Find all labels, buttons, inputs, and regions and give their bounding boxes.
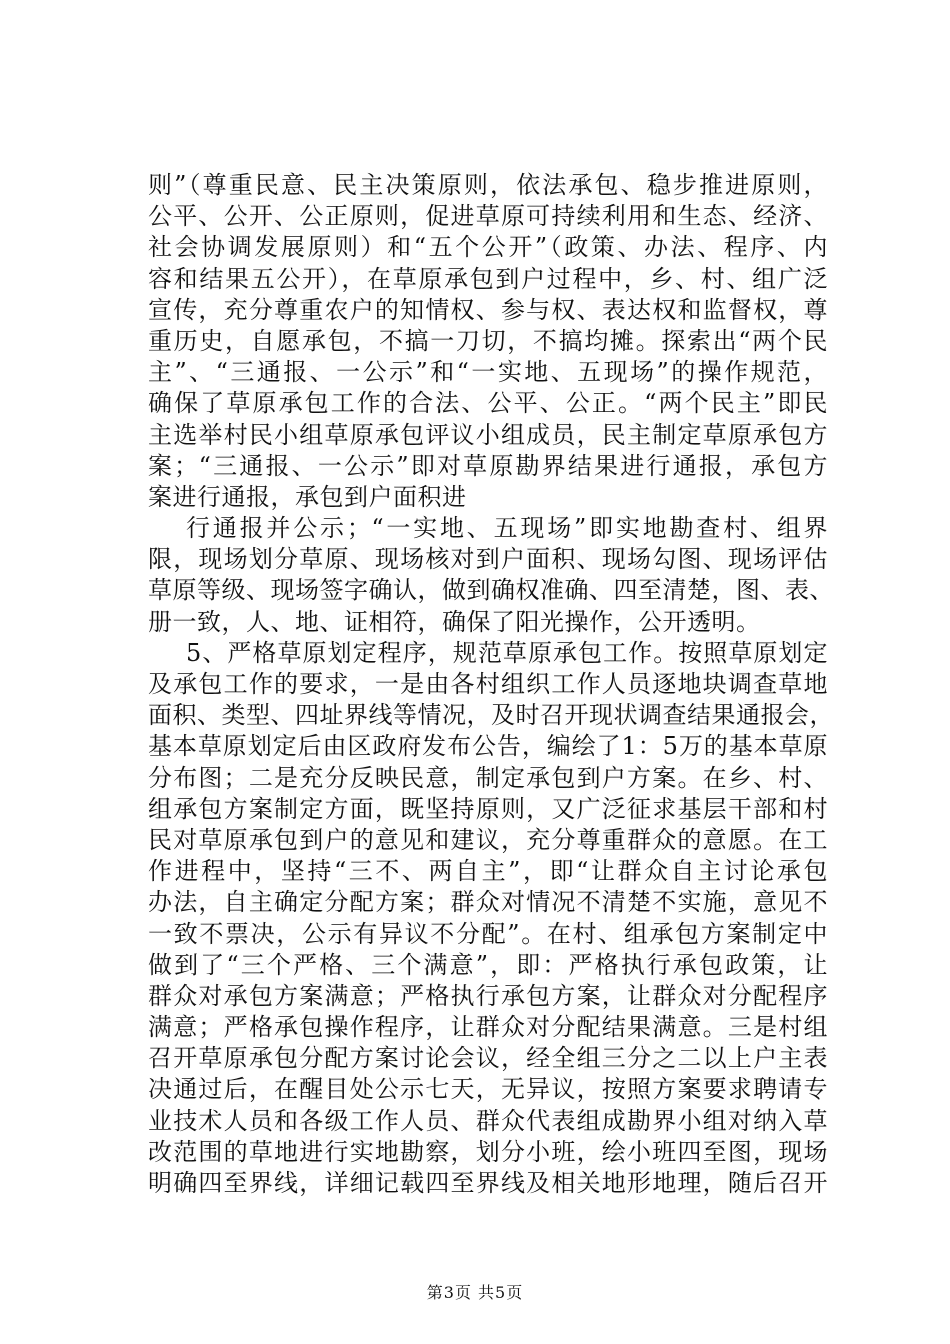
text-line: 群众对承包方案满意；严格执行承包方案，让群众对分配程序: [148, 981, 828, 1010]
text-line: 容和结果五公开），在草原承包到户过程中，乡、村、组广泛: [148, 264, 828, 293]
document-body: [148, 170, 834, 1199]
text-line: 公平、公开、公正原则，促进草原可持续利用和生态、经济、: [148, 202, 828, 231]
text-line: 草原等级、现场签字确认，做到确权准确、四至清楚，图、表、: [148, 576, 834, 605]
text-line: 案进行通报，承包到户面积进: [148, 482, 467, 511]
text-line: 主选举村民小组草原承包评议小组成员，民主制定草原承包方: [148, 420, 828, 449]
text-line: 确保了草原承包工作的合法、公平、公正。“两个民主”即民: [148, 389, 828, 418]
text-line: 分布图；二是充分反映民意，制定承包到户方案。在乡、村、: [148, 763, 828, 792]
text-line: 基本草原划定后由区政府发布公告，编绘了1：5万的基本草原: [148, 732, 828, 761]
paragraph-start-line: 行通报并公示；“一实地、五现场”即实地勘查村、组界: [186, 514, 828, 543]
text-line: 册一致，人、地、证相符，确保了阳光操作，公开透明。: [148, 607, 761, 636]
page-footer: 第3页 共5页: [426, 1283, 524, 1302]
text-line: 做到了“三个严格、三个满意”，即：严格执行承包政策，让: [148, 950, 828, 979]
text-line: 组承包方案制定方面，既坚持原则，又广泛征求基层干部和村: [148, 794, 828, 823]
text-line: 改范围的草地进行实地勘察，划分小班，绘小班四至图，现场: [148, 1137, 828, 1166]
text-line: 及承包工作的要求，一是由各村组织工作人员逐地块调查草地: [148, 670, 828, 698]
text-line: 明确四至界线，详细记载四至界线及相关地形地理，随后召开: [148, 1169, 828, 1197]
text-line: 一致不票决，公示有异议不分配”。在村、组承包方案制定中: [148, 919, 828, 948]
text-line: 民对草原承包到户的意见和建议，充分尊重群众的意愿。在工: [148, 825, 828, 854]
text-line: 满意；严格承包操作程序，让群众对分配结果满意。三是村组: [148, 1013, 828, 1042]
text-line: 业技术人员和各级工作人员、群众代表组成勘界小组对纳入草: [148, 1106, 828, 1135]
text-line: 面积、类型、四址界线等情况，及时召开现状调查结果通报会，: [148, 701, 834, 730]
text-line: 社会协调发展原则）和“五个公开”（政策、办法、程序、内: [148, 233, 828, 262]
text-line: 重历史，自愿承包，不搞一刀切，不搞均摊。探索出“两个民: [148, 326, 828, 355]
text-line: 案；“三通报、一公示”即对草原勘界结果进行通报，承包方: [148, 451, 828, 480]
text-line: 则”（尊重民意、民主决策原则，依法承包、稳步推进原则，: [148, 171, 828, 199]
text-line: 作进程中，坚持“三不、两自主”，即“让群众自主讨论承包: [148, 857, 828, 886]
text-line: 限，现场划分草原、现场核对到户面积、现场勾图、现场评估: [148, 545, 828, 574]
text-line: 宣传，充分尊重农户的知情权、参与权、表达权和监督权，尊: [148, 295, 828, 324]
text-line: 召开草原承包分配方案讨论会议，经全组三分之二以上户主表: [148, 1044, 828, 1073]
text-line: 主”、“三通报、一公示”和“一实地、五现场”的操作规范，: [148, 358, 828, 387]
paragraph-start-line: 5、严格草原划定程序，规范草原承包工作。按照草原划定: [186, 638, 828, 667]
text-line: 办法，自主确定分配方案；群众对情况不清楚不实施，意见不: [148, 888, 828, 917]
text-line: 决通过后，在醒目处公示七天，无异议，按照方案要求聘请专: [148, 1075, 828, 1104]
